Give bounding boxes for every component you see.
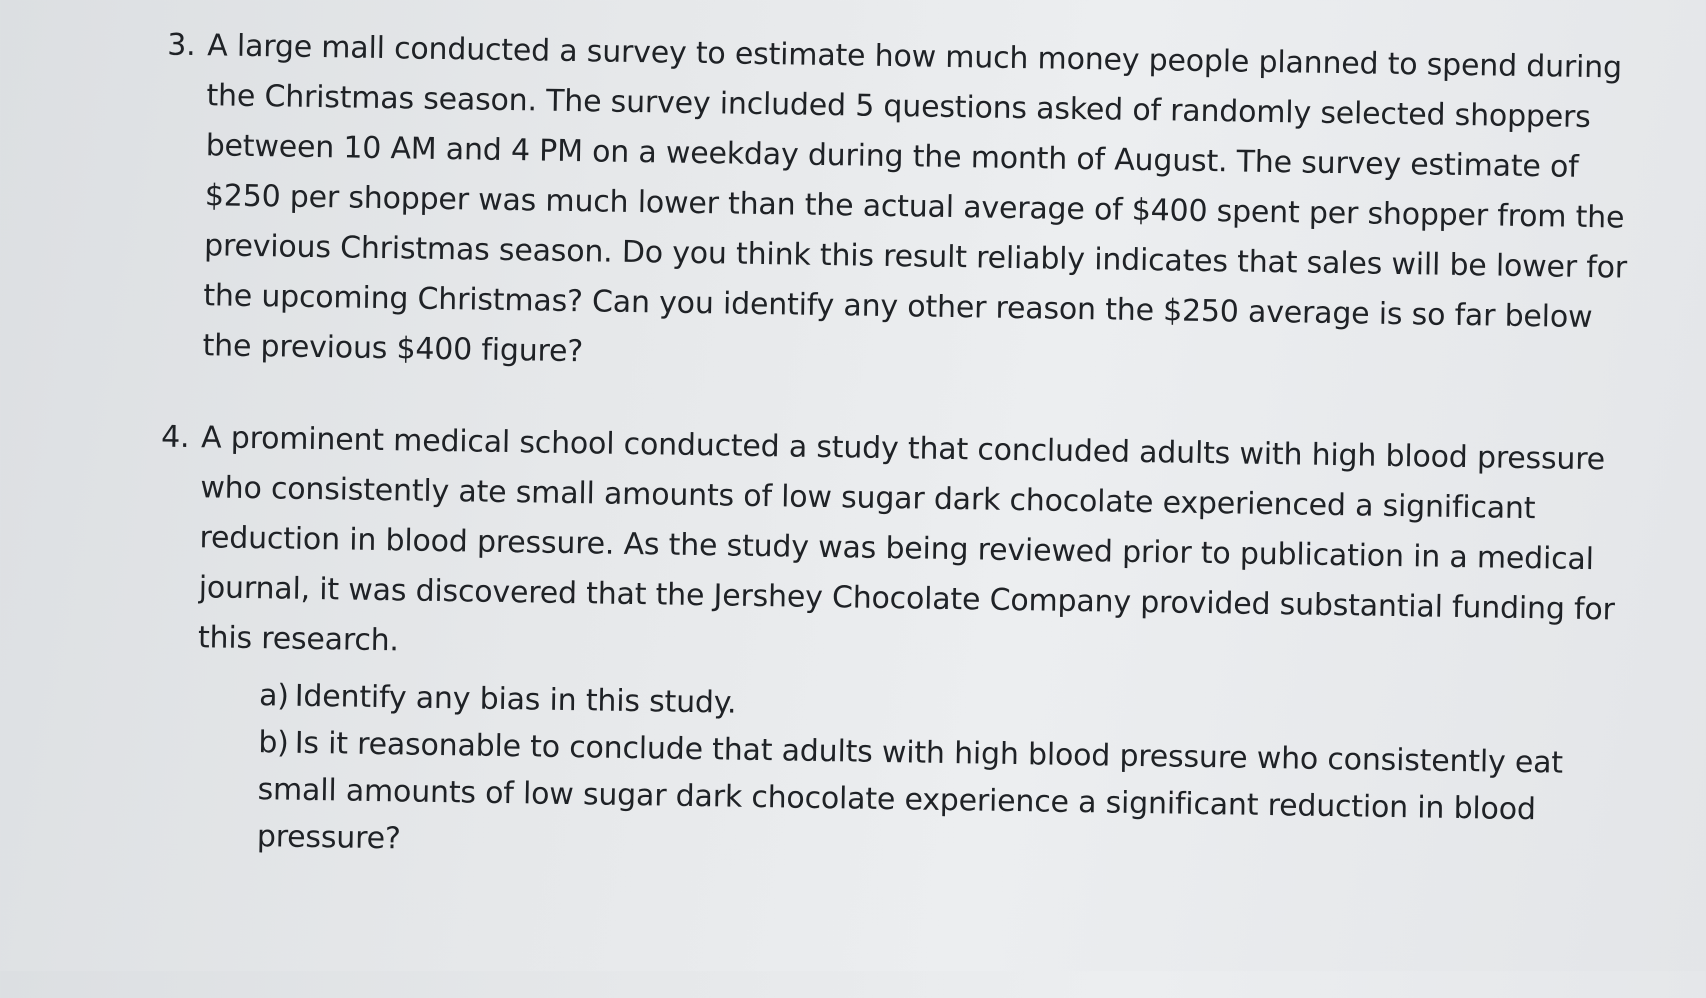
subpart-label: a) bbox=[258, 678, 290, 714]
question-4-subparts bbox=[257, 672, 1640, 882]
question-3 bbox=[162, 21, 1647, 394]
question-4 bbox=[158, 413, 1642, 686]
subpart-label: b) bbox=[258, 725, 289, 761]
subpart-text: Is it reasonable to conclude that adults with high blood pressure who consistently eat small amounts of low sugar dark chocolate experience a significant reduction in blood pressure? bbox=[256, 725, 1564, 857]
question-number: 3. bbox=[167, 27, 196, 64]
question-text: A large mall conducted a survey to estimate how much money people planned to spend during the Christmas season. The survey included 5 questions asked of randomly selected shoppers between 10 AM and 4 PM on a weekday during the month of August. The survey estimate of $250 per shopper was much lower than the actual average of $400 spent per shopper from the previous Christmas season. Do you think this result reliably indicates that sales will be lower for the upcoming Christmas? Can you identify any other reason the $250 average is so far below the previous $400 figure? bbox=[202, 28, 1628, 370]
question-number: 4. bbox=[160, 419, 190, 456]
subpart-text: Identify any bias in this study. bbox=[294, 678, 737, 721]
question-text: A prominent medical school conducted a study that concluded adults with high blood pressure who consistently ate small amounts of low sugar dark chocolate experienced a significant reduction in blood pressure. As the study was being reviewed prior to publication in a medical journal, it was discovered that the Jershey Chocolate Company provided substantial funding for this research. bbox=[197, 420, 1615, 659]
subpart-b bbox=[257, 719, 1639, 882]
